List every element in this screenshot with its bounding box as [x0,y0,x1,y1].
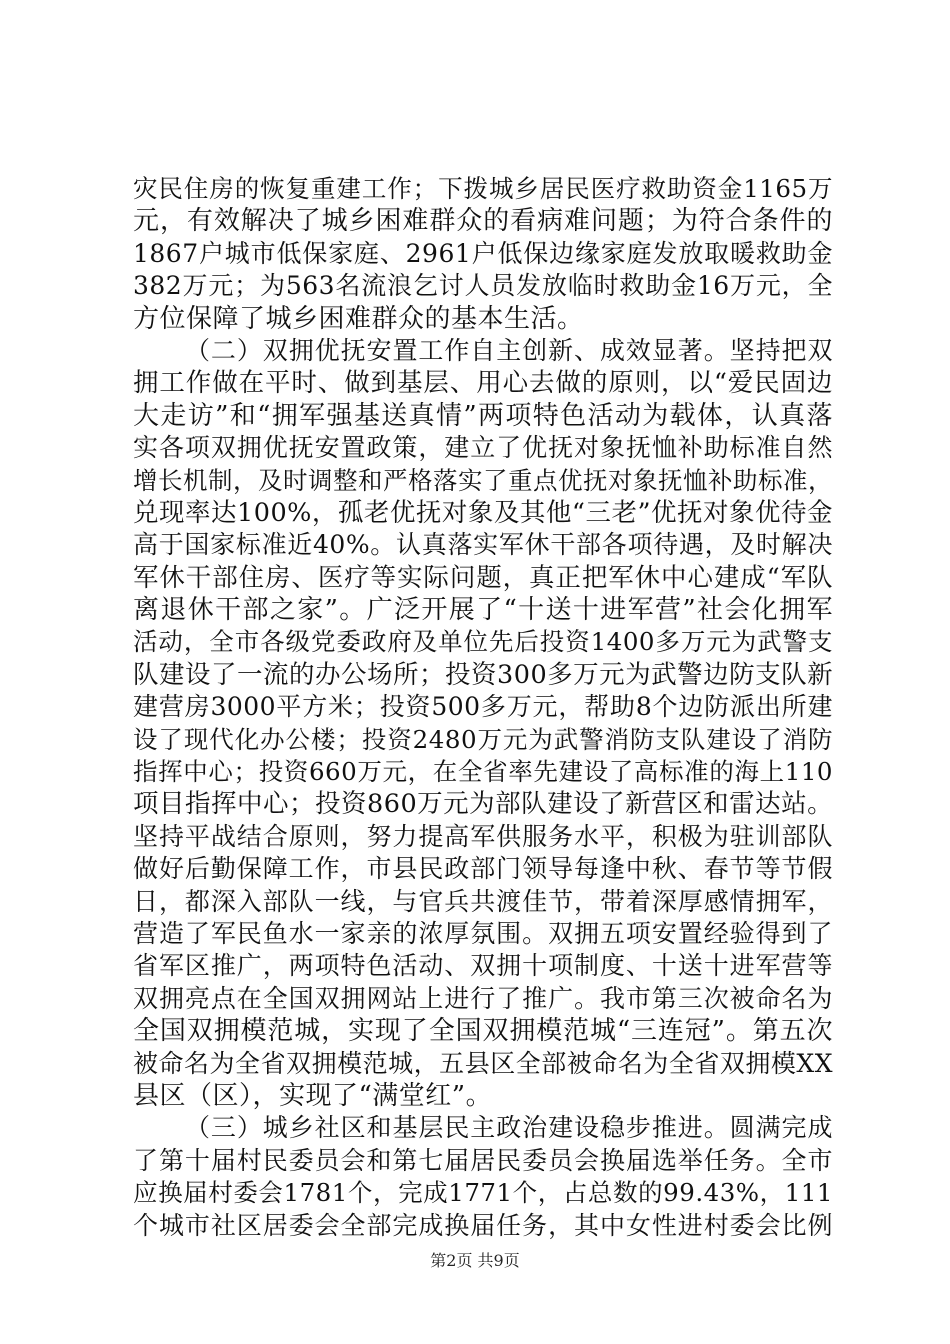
text-line: 实各项双拥优抚安置政策，建立了优抚对象抚恤补助标准自然 [133,433,833,463]
text-line: 大走访”和“拥军强基送真情”两项特色活动为载体，认真落 [133,400,833,431]
text-line: 活动，全市各级党委政府及单位先后投资1400多万元为武警支 [133,627,833,657]
text-line: （二）双拥优抚安置工作自主创新、成效显著。坚持把双 [185,335,833,365]
text-line: 高于国家标准近40%。认真落实军休干部各项待遇，及时解决 [133,530,833,560]
text-line: 灾民住房的恢复重建工作；下拨城乡居民医疗救助资金1165万 [133,174,833,203]
text-line: 1867户城市低保家庭、2961户低保边缘家庭发放取暖救助金 [133,238,833,268]
text-line: 被命名为全省双拥模范城，五县区全部被命名为全省双拥模XX [133,1048,833,1078]
text-line: 个城市社区居委会全部完成换届任务，其中女性进村委会比例 [133,1210,833,1240]
text-line: 指挥中心；投资660万元，在全省率先建设了高标准的海上110 [133,757,833,787]
text-line: 元，有效解决了城乡困难群众的看病难问题；为符合条件的 [133,206,833,237]
text-line: 设了现代化办公楼；投资2480万元为武警消防支队建设了消防 [133,724,833,754]
text-line: 双拥亮点在全国双拥网站上进行了推广。我市第三次被命名为 [133,983,833,1013]
text-line: 县区（区），实现了“满堂红”。 [133,1080,493,1111]
text-line: 项目指挥中心；投资860万元为部队建设了新营区和雷达站。 [133,789,834,820]
body-text [133,173,833,1242]
text-line: 应换届村委会1781个，完成1771个，占总数的99.43%，111 [133,1178,833,1208]
text-line: 兑现率达100%，孤老优抚对象及其他“三老”优抚对象优待金 [133,497,833,528]
text-line: 方位保障了城乡困难群众的基本生活。 [133,303,584,334]
text-line: 省军区推广，两项特色活动、双拥十项制度、十送十进军营等 [133,951,833,981]
text-line: 建营房3000平方米；投资500多万元，帮助8个边防派出所建 [133,692,833,722]
text-line: 队建设了一流的办公场所；投资300多万元为武警边防支队新 [133,659,834,690]
text-line: 做好后勤保障工作，市县民政部门领导每逢中秋、春节等节假 [133,854,833,884]
text-line: 了第十届村民委员会和第七届居民委员会换届选举任务。全市 [133,1145,833,1175]
text-line: （三）城乡社区和基层民主政治建设稳步推进。圆满完成 [185,1113,833,1143]
text-line: 382万元；为563名流浪乞讨人员发放临时救助金16万元，全 [133,271,833,301]
text-line: 军休干部住房、医疗等实际问题，真正把军休中心建成“军队 [133,562,833,593]
text-line: 营造了军民鱼水一家亲的浓厚氛围。双拥五项安置经验得到了 [133,918,833,948]
text-line: 增长机制，及时调整和严格落实了重点优抚对象抚恤补助标准， [133,465,833,495]
text-line: 拥工作做在平时、做到基层、用心去做的原则，以“爱民固边 [133,368,833,399]
text-line: 日，都深入部队一线，与官兵共渡佳节，带着深厚感情拥军， [133,886,833,916]
page-footer: 第2页 共9页 [430,1251,520,1270]
text-line: 全国双拥模范城，实现了全国双拥模范城“三连冠”。第五次 [133,1016,833,1047]
text-line: 坚持平战结合原则，努力提高军供服务水平，积极为驻训部队 [133,821,833,851]
text-line: 离退休干部之家”。广泛开展了“十送十进军营”社会化拥军 [133,595,833,626]
